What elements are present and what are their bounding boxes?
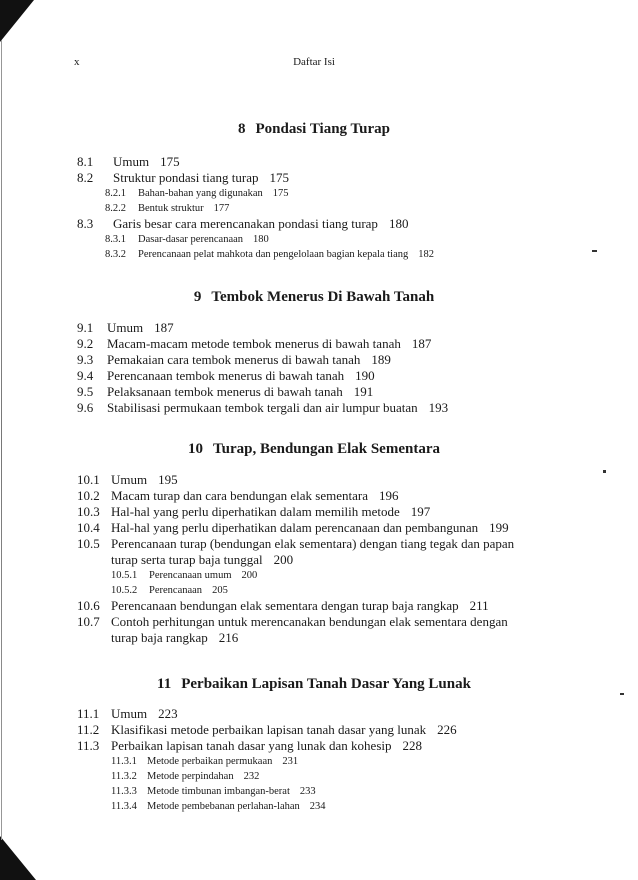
scan-corner-shadow-top (0, 0, 34, 42)
chapter-heading: 9 Tembok Menerus Di Bawah Tanah (193, 289, 435, 305)
chapter-heading: 11 Perbaikan Lapisan Tanah Dasar Yang Lunak (157, 676, 471, 692)
running-header (74, 56, 554, 70)
page-number: x (74, 56, 80, 68)
scan-page-edge (1, 40, 2, 840)
scan-speck (620, 693, 624, 695)
running-title: Daftar Isi (293, 56, 335, 68)
chapter-heading: 8 Pondasi Tiang Turap (237, 121, 391, 137)
toc-entry-continuation: turap serta turap baja tunggal 200 (111, 552, 294, 567)
scan-speck (603, 470, 606, 473)
scan-corner-shadow-bottom (0, 836, 36, 880)
scan-speck (592, 250, 597, 252)
toc-entry-continuation: turap baja rangkap 216 (111, 630, 239, 645)
chapter-heading: 10 Turap, Bendungan Elak Sementara (187, 441, 440, 457)
toc-page: x Daftar Isi 8 Pondasi Tiang Turap 8.1 Umum 175 8.2 Struktur pondasi tiang turap 175 8.2.1 Bahan-bahan yang digunakan 175 8.2.2 Bentuk struktur 177 8.3 Garis besar cara merencanakan pondasi tiang turap 180 8.3.1 Dasar-dasar perencanaan 180 8.3.2 Perencanaan pelat mahkota dan pengelolaan bagian kepala tiang 182 9 Tembok Menerus Di Bawah Tanah 9.1 Umum 187 9.2 Macam-macam metode tembok menerus di bawah tanah 187 9.3 Pemakaian cara tembok menerus di bawah tanah 189 9.4 Perencanaan tembok menerus di bawah tanah 190 9.5 Pelaksanaan tembok menerus di bawah tanah 191 9.6 Stabilisasi permukaan tembok tergali dan air lumpur buatan 193 10 Turap, Bendungan Elak Sementara 10.1 Umum 195 10.2 Macam turap dan cara bendungan elak sementara 196 10.3 Hal-hal yang perlu diperhatikan dalam memilih metode 197 10.4 Hal-hal yang perlu diperhatikan dalam perencanaan dan pembangunan 199 10.5 Perencanaan turap (bendungan elak sementara) dengan tiang tegak dan papan turap serta turap baja tunggal 200 10.5.1 Perencanaan umum 200 10.5.2 Perencanaan 205 10.6 Perencanaan bendungan elak sementara dengan turap baja rangkap 211 10.7 Contoh perhitungan untuk merencanakan bendungan elak sementara dengan turap baja rangkap 216 11 Perbaikan Lapisan Tanah Dasar Yang Lunak 11.1 Umum 223 11.2 Klasifikasi metode perbaikan lapisan tanah dasar yang lunak 226 11.3 Perbaikan lapisan tanah dasar yang lunak dan kohesip 228 11.3.1 Metode perbaikan permukaan 231 11.3.2 Metode perpindahan 232 11.3.3 Metode timbunan imbangan-berat 233 11.3.4 Metode pembebanan perlahan-lahan 234 (0, 0, 638, 880)
